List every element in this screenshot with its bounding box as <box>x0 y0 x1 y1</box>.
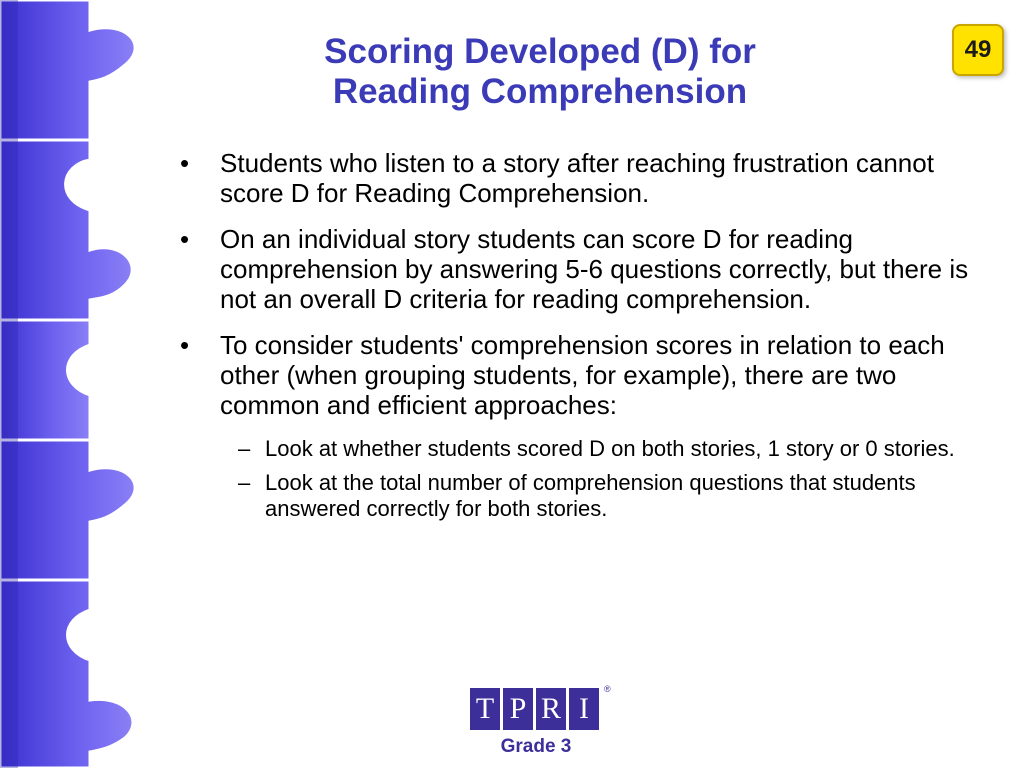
logo-letter-i: I <box>569 688 599 730</box>
title-line-1: Scoring Developed (D) for <box>324 32 756 71</box>
slide-title <box>240 32 840 112</box>
logo-letter-p: P <box>503 688 533 730</box>
logo-letter-r: R <box>536 688 566 730</box>
sub-bullet-text: Look at whether students scored D on both stories, 1 story or 0 stories. <box>265 436 955 461</box>
logo-letters <box>470 688 610 730</box>
puzzle-piece <box>0 140 132 320</box>
puzzle-piece <box>0 0 135 140</box>
registered-mark: ® <box>604 684 611 694</box>
slide-content <box>180 148 970 530</box>
sub-bullet-mark: – <box>238 470 251 495</box>
title-line-2: Reading Comprehension <box>332 72 748 111</box>
bullet-text: To consider students' comprehension scores in relation to each other (when grouping students, for example), there are two common and efficient approaches: <box>220 330 945 420</box>
bullet-mark: • <box>180 330 190 360</box>
sub-bullet-text: Look at the total number of comprehension questions that students answered correctly for both stories. <box>265 470 916 521</box>
bullet-text: Students who listen to a story after reaching frustration cannot score D for Reading Comprehension. <box>220 148 934 208</box>
sub-bullet-item <box>180 470 970 522</box>
sub-bullet-item <box>180 436 970 462</box>
puzzle-piece <box>0 580 133 768</box>
puzzle-piece <box>0 440 135 580</box>
bullet-mark: • <box>180 224 190 254</box>
bullet-mark: • <box>180 148 190 178</box>
logo-letter-t: T <box>470 688 500 730</box>
puzzle-border <box>0 0 160 768</box>
tpri-logo <box>470 684 611 758</box>
bullet-item <box>180 224 970 314</box>
bullet-item <box>180 148 970 208</box>
page-number-badge: 49 <box>952 24 1004 76</box>
bullet-text: On an individual story students can score D for reading comprehension by answering 5-6 questions correctly, but there is not an overall D criteria for reading comprehension. <box>220 224 969 314</box>
sub-bullet-mark: – <box>238 436 251 461</box>
bullet-item <box>180 330 970 420</box>
grade-label: Grade 3 <box>500 736 572 757</box>
